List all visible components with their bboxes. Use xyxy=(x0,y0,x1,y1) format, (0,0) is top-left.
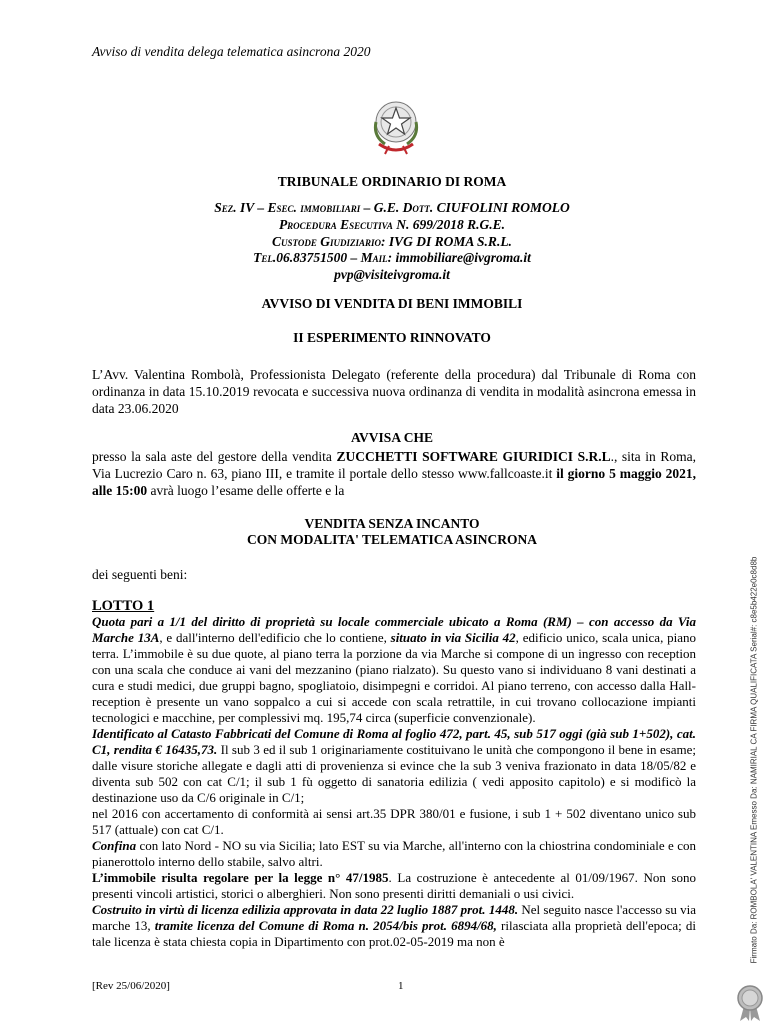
venue-tail: avrà luogo l’esame delle offerte e la xyxy=(147,483,345,498)
phone-label: Tel.06.83751500 – Mail xyxy=(253,250,388,265)
lot-quota: Quota pari a 1/1 del diritto di proprietà su locale commerciale ubicato a Roma (RM) – con accesso da Via Marche 13A xyxy=(92,614,696,645)
lot-text: Nel seguito nasce l'accesso su via marche 13, xyxy=(92,902,696,933)
experiment-title: II ESPERIMENTO RINNOVATO xyxy=(293,330,491,345)
lot-cadastral: Identificato al Catasto Fabbricati del Comune di Roma al foglio 472, part. 45, sub 517 oggi (già sub 1+502), cat. C1, rendita € 16435,73. xyxy=(92,726,696,757)
auction-date: il giorno 5 maggio 2021, alle 15:00 xyxy=(92,466,697,498)
custodian: Custode Giudiziario: IVG DI ROMA S.R.L. xyxy=(272,234,512,249)
lot-paragraph-5 xyxy=(92,870,696,902)
avvisa-che-heading: AVVISA CHE xyxy=(351,430,433,445)
notice-title: AVVISO DI VENDITA DI BENI IMMOBILI xyxy=(261,296,523,311)
digital-signature-strip xyxy=(744,540,764,980)
lot-license-2: tramite licenza del Comune di Roma n. 2054/bis prot. 6894/68, xyxy=(154,918,497,933)
lot-paragraph-2 xyxy=(92,726,696,806)
procedure-number: Procedura Esecutiva N. 699/2018 R.G.E. xyxy=(278,217,506,232)
email-link[interactable]: : immobiliare@ivgroma.it xyxy=(387,250,531,265)
court-name: TRIBUNALE ORDINARIO DI ROMA xyxy=(277,174,507,189)
lot-text: , e dall'interno dell'edificio che lo contiene, xyxy=(159,630,391,645)
court-section: Sez. IV – Esec. immobiliari – G.E. Dott. CIUFOLINI ROMOLO xyxy=(214,200,570,215)
signature-text: Firmato Da: ROMBOLA' VALENTINA Emesso Da: NAMIRIAL CA FIRMA QUALIFICATA Serial#: c8e5b422e0c8d8b xyxy=(749,556,759,964)
certification-seal-icon xyxy=(733,984,767,1022)
italian-republic-emblem-icon xyxy=(367,94,425,156)
lot-text: con lato Nord - NO su via Sicilia; lato EST su via Marche, all'interno con la chiostrina condominiale e con pianerottolo interno dello stabile, salvo altri. xyxy=(92,838,696,869)
lot-paragraph-6 xyxy=(92,902,696,950)
lot-text: Il sub 3 ed il sub 1 originariamente costituivano le unità che compongono il bene in esame; dalle visure storiche allegate e dagli atti di provenienza si evince che la sub 3 veniva frazionato in data 18/05/82 e diventa sub 502 con cat C/1; il sub 1 fù oggetto di sanatoria edilizia ( vedi apposito capitolo) e si modificò la destinazione uso da C/6 originale in C/1; xyxy=(92,742,696,805)
sale-mode-heading: CON MODALITA' TELEMATICA ASINCRONA xyxy=(247,532,537,547)
contact-line xyxy=(92,249,692,266)
document-header: Avviso di vendita delega telematica asincrona 2020 xyxy=(92,44,371,59)
lot-title: LOTTO 1 xyxy=(92,598,155,614)
venue-address: ., sita in Roma, Via Lucrezio Caro n. 63, piano III, e tramite il portale dello stesso www.fallcoaste.it xyxy=(92,449,696,481)
lot-license: Costruito in virtù di licenza edilizia approvata in data 22 luglio 1887 prot. 1448. xyxy=(92,902,519,917)
lot-text: rilasciata alla proprietà dell'epoca; di tale licenza è stata chiesta copia in Dipartimento con prot.02-05-2019 ma non è xyxy=(92,918,696,949)
lot-borders-label: Confina xyxy=(92,838,137,853)
lot-paragraph-4 xyxy=(92,838,696,870)
lot-text: , edificio unico, scala unica, piano terra. L’immobile è su due quote, al piano terra la porzione da via Marche si compone di un ingresso con reception con una scala che conduce ai vani del mezzanino (piano rialzato). Su questo vano si individuano 8 vani destinati a cura e studi medici, due gruppi bagno, spogliatoio, disimpegni e corridoi. Al piano terreno, con accesso dalla Hall-reception è presente un vano soppalco a cui si accede con scala retrattile, in cui trovano collocazione impianti tecnologici e macchine, per complessivi mq. 195,74 circa (superficie convenzionale). xyxy=(92,630,697,725)
lot-location: situato in via Sicilia 42 xyxy=(390,630,516,645)
lot-paragraph-3: nel 2016 con accertamento di conformità ai sensi art.35 DPR 380/01 e fusione, i sub 1 + 502 diventano unico sub 517 (attuale) con cat C/1. xyxy=(92,806,696,837)
venue-text: presso la sala aste del gestore della vendita xyxy=(92,449,337,464)
lot-text: . La costruzione è antecedente al 01/09/1967. Non sono presenti vincoli artistici, storici o alberghieri. Non sono presenti diritti demaniali o usi civici. xyxy=(92,870,696,901)
intro-paragraph: L’Avv. Valentina Rombolà, Professionista Delegato (referente della procedura) dal Tribunale di Roma con ordinanza in data 15.10.2019 revocata e successiva nuova ordinanza di vendita in modalità asincrona emessa in data 23.06.2020 xyxy=(92,367,696,416)
sale-manager-name: ZUCCHETTI SOFTWARE GIURIDICI S.R.L xyxy=(336,449,611,464)
goods-intro: dei seguenti beni: xyxy=(92,567,188,582)
sale-type-heading: VENDITA SENZA INCANTO xyxy=(304,516,480,531)
pec-email-link[interactable]: pvp@visiteivgroma.it xyxy=(334,267,450,282)
revision-label: [Rev 25/06/2020] xyxy=(92,980,170,992)
venue-paragraph xyxy=(92,448,696,499)
page-number: 1 xyxy=(398,980,404,992)
lot-description xyxy=(92,614,696,950)
lot-regularity: L’immobile risulta regolare per la legge n° 47/1985 xyxy=(92,870,389,885)
lot-paragraph-1 xyxy=(92,614,696,726)
